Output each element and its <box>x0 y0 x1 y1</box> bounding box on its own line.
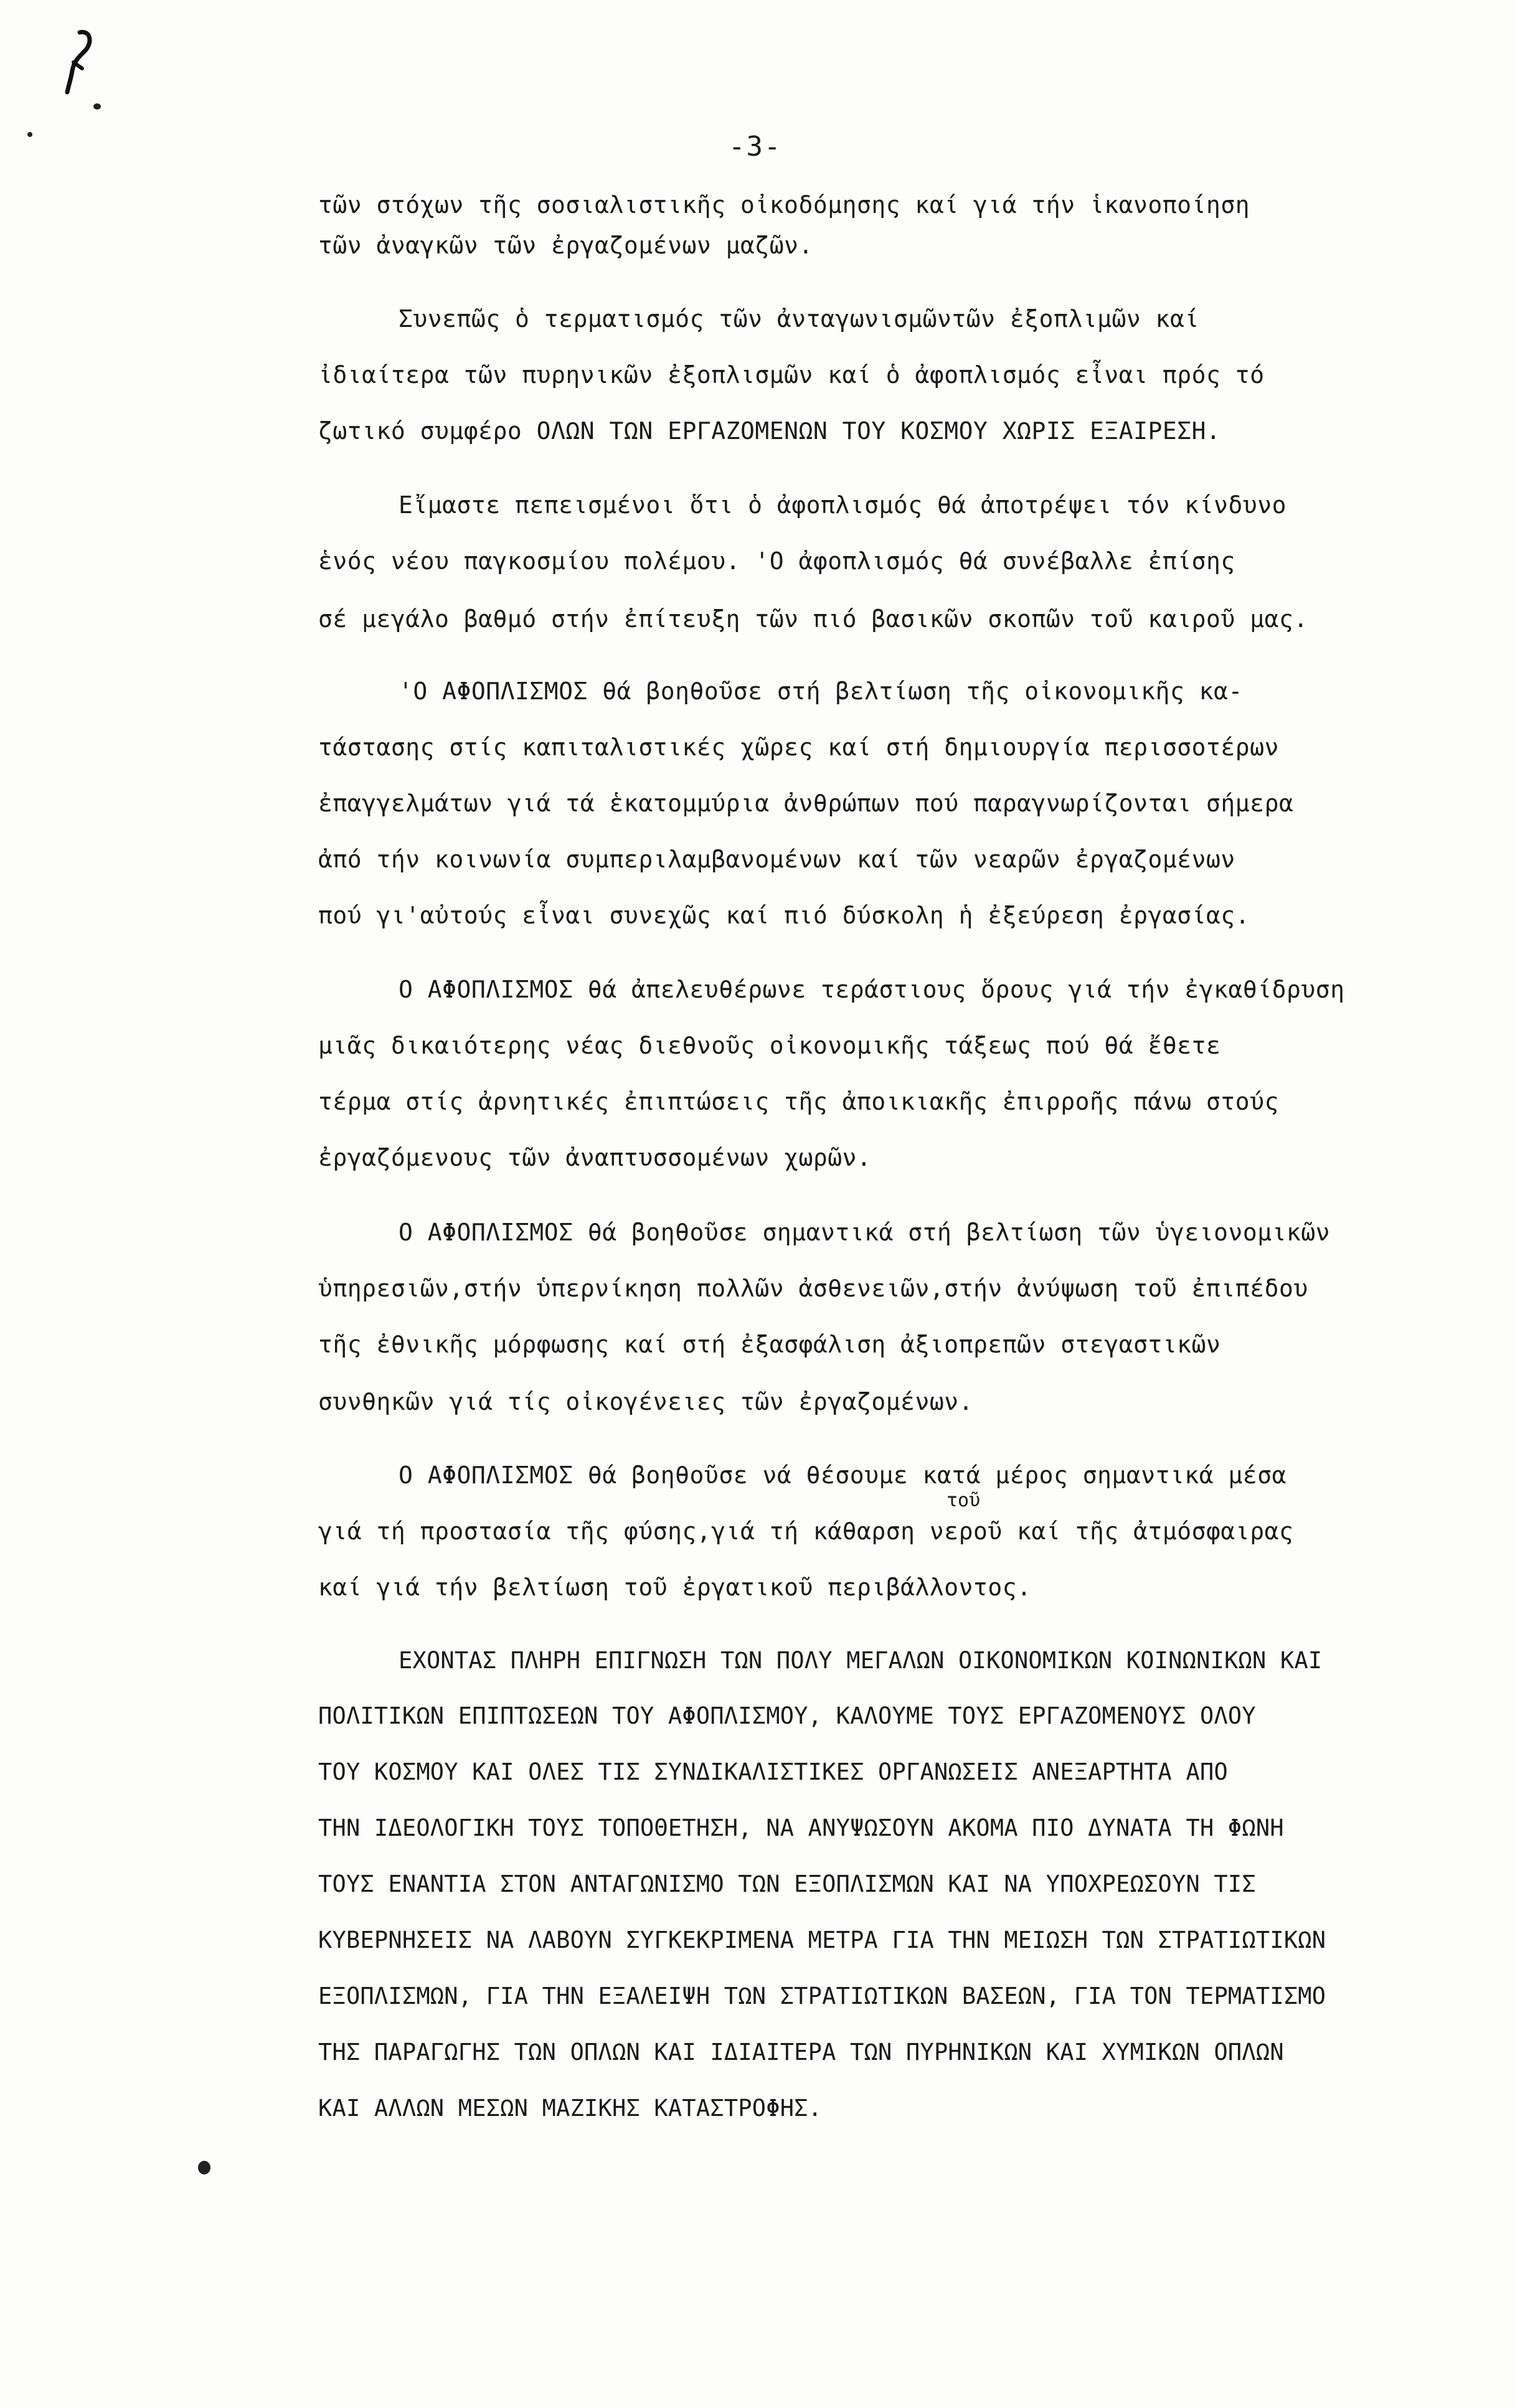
text-line: Ο ΑΦΟΠΛΙΣΜΟΣ θά βοηθοῦσε νά θέσουμε κατά μέρος σημαντικά μέσα <box>399 1461 1287 1489</box>
text-line: τάστασης στίς καπιταλιστικές χῶρες καί στή δημιουργία περισσοτέρων <box>318 734 1279 761</box>
ink-speck <box>27 132 32 137</box>
ink-speck <box>93 103 101 110</box>
text-line: ΤΟΥΣ ΕΝΑΝΤΙΑ ΣΤΟΝ ΑΝΤΑΓΩΝΙΣΜΟ ΤΩΝ ΕΞΟΠΛΙΣΜΩΝ ΚΑΙ ΝΑ ΥΠΟΧΡΕΩΣΟΥΝ ΤΙΣ <box>318 1871 1256 1897</box>
text-line: Συνεπῶς ὁ τερματισμός τῶν ἀνταγωνισμῶντῶν ἐξοπλιμῶν καί <box>399 305 1199 333</box>
text-line: γιά τή προστασία τῆς φύσης,γιά τή κάθαρση νεροῦ καί τῆς ἀτμόσφαιρας <box>318 1518 1294 1545</box>
text-line: Ο ΑΦΟΠΛΙΣΜΟΣ θά ἀπελευθέρωνε τεράστιους ὅρους γιά τήν ἐγκαθίδρυση <box>399 976 1345 1003</box>
text-line: μιᾶς δικαιότερης νέας διεθνοῦς οἰκονομικῆς τάξεως πού θά ἔθετε <box>318 1032 1221 1059</box>
handwritten-insertion: τοῦ <box>946 1490 981 1511</box>
text-line: ζωτικό συμφέρο ΟΛΩΝ ΤΩΝ ΕΡΓΑΖΟΜΕΝΩΝ ΤΟΥ ΚΟΣΜΟΥ ΧΩΡΙΣ ΕΞΑΙΡΕΣΗ. <box>318 417 1221 445</box>
text-line: ἑνός νέου παγκοσμίου πολέμου. 'Ο ἀφοπλισμός θά συνέβαλλε ἐπίσης <box>318 547 1235 575</box>
text-line: τῶν ἀναγκῶν τῶν ἐργαζομένων μαζῶν. <box>318 232 813 259</box>
text-line: Ο ΑΦΟΠΛΙΣΜΟΣ θά βοηθοῦσε σημαντικά στή βελτίωση τῶν ὑγειονομικῶν <box>399 1219 1331 1246</box>
text-line: τῆς ἐθνικῆς μόρφωσης καί στή ἐξασφάλιση ἀξιοπρεπῶν στεγαστικῶν <box>318 1331 1221 1358</box>
text-line: ΚΥΒΕΡΝΗΣΕΙΣ ΝΑ ΛΑΒΟΥΝ ΣΥΓΚΕΚΡΙΜΕΝΑ ΜΕΤΡΑ ΓΙΑ ΤΗΝ ΜΕΙΩΣΗ ΤΩΝ ΣΤΡΑΤΙΩΤΙΚΩΝ <box>318 1927 1326 1953</box>
handwritten-mark <box>55 25 98 100</box>
text-line: τέρμα στίς ἀρνητικές ἐπιπτώσεις τῆς ἀποικιακῆς ἐπιρροῆς πάνω στούς <box>318 1088 1279 1115</box>
text-line: ἐπαγγελμάτων γιά τά ἑκατομμύρια ἀνθρώπων πού παραγνωρίζονται σήμερα <box>318 790 1294 817</box>
text-line: ΠΟΛΙΤΙΚΩΝ ΕΠΙΠΤΩΣΕΩΝ ΤΟΥ ΑΦΟΠΛΙΣΜΟΥ, ΚΑΛΟΥΜΕ ΤΟΥΣ ΕΡΓΑΖΟΜΕΝΟΥΣ ΟΛΟΥ <box>318 1702 1256 1729</box>
text-line: ΕΧΟΝΤΑΣ ΠΛΗΡΗ ΕΠΙΓΝΩΣΗ ΤΩΝ ΠΟΛΥ ΜΕΓΑΛΩΝ ΟΙΚΟΝΟΜΙΚΩΝ ΚΟΙΝΩΝΙΚΩΝ ΚΑΙ <box>399 1647 1323 1674</box>
page-number: -3- <box>729 131 782 163</box>
text-line: ΤΟΥ ΚΟΣΜΟΥ ΚΑΙ ΟΛΕΣ ΤΙΣ ΣΥΝΔΙΚΑΛΙΣΤΙΚΕΣ ΟΡΓΑΝΩΣΕΙΣ ΑΝΕΞΑΡΤΗΤΑ ΑΠΟ <box>318 1759 1228 1785</box>
text-line: ΤΗΣ ΠΑΡΑΓΩΓΗΣ ΤΩΝ ΟΠΛΩΝ ΚΑΙ ΙΔΙΑΙΤΕΡΑ ΤΩΝ ΠΥΡΗΝΙΚΩΝ ΚΑΙ ΧΥΜΙΚΩΝ ΟΠΛΩΝ <box>318 2039 1284 2066</box>
text-line: πού γι'αὐτούς εἶναι συνεχῶς καί πιό δύσκολη ἡ ἐξεύρεση ἐργασίας. <box>318 902 1250 929</box>
text-line: συνθηκῶν γιά τίς οἰκογένειες τῶν ἐργαζομένων. <box>318 1388 974 1415</box>
text-line: τῶν στόχων τῆς σοσιαλιστικῆς οἰκοδόμησης καί γιά τήν ἱκανοποίηση <box>318 191 1250 219</box>
text-line: 'Ο ΑΦΟΠΛΙΣΜΟΣ θά βοηθοῦσε στή βελτίωση τῆς οἰκονομικῆς κα- <box>399 678 1243 705</box>
text-line: ΤΗΝ ΙΔΕΟΛΟΓΙΚΗ ΤΟΥΣ ΤΟΠΟΘΕΤΗΣΗ, ΝΑ ΑΝΥΨΩΣΟΥΝ ΑΚΟΜΑ ΠΙΟ ΔΥΝΑΤΑ ΤΗ ΦΩΝΗ <box>318 1815 1284 1841</box>
text-line: σέ μεγάλο βαθμό στήν ἐπίτευξη τῶν πιό βασικῶν σκοπῶν τοῦ καιροῦ μας. <box>318 605 1308 633</box>
text-line: Εἴμαστε πεπεισμένοι ὅτι ὁ ἀφοπλισμός θά ἀποτρέψει τόν κίνδυνο <box>399 491 1287 519</box>
text-line: ἐργαζόμενους τῶν ἀναπτυσσομένων χωρῶν. <box>318 1144 872 1171</box>
text-line: ΕΞΟΠΛΙΣΜΩΝ, ΓΙΑ ΤΗΝ ΕΞΑΛΕΙΨΗ ΤΩΝ ΣΤΡΑΤΙΩΤΙΚΩΝ ΒΑΣΕΩΝ, ΓΙΑ ΤΟΝ ΤΕΡΜΑΤΙΣΜΟ <box>318 1983 1326 2009</box>
ink-speck <box>198 2161 210 2174</box>
text-line: καί γιά τήν βελτίωση τοῦ ἐργατικοῦ περιβάλλοντος. <box>318 1574 1032 1601</box>
text-line: ἰδιαίτερα τῶν πυρηνικῶν ἐξοπλισμῶν καί ὁ ἀφοπλισμός εἶναι πρός τό <box>318 361 1265 389</box>
text-line: ΚΑΙ ΑΛΛΩΝ ΜΕΣΩΝ ΜΑΖΙΚΗΣ ΚΑΤΑΣΤΡΟΦΗΣ. <box>318 2095 823 2122</box>
text-line: ὑπηρεσιῶν,στήν ὑπερνίκηση πολλῶν ἀσθενειῶν,στήν ἀνύψωση τοῦ ἐπιπέδου <box>318 1275 1308 1302</box>
text-line: ἀπό τήν κοινωνία συμπεριλαμβανομένων καί τῶν νεαρῶν ἐργαζομένων <box>318 846 1235 873</box>
